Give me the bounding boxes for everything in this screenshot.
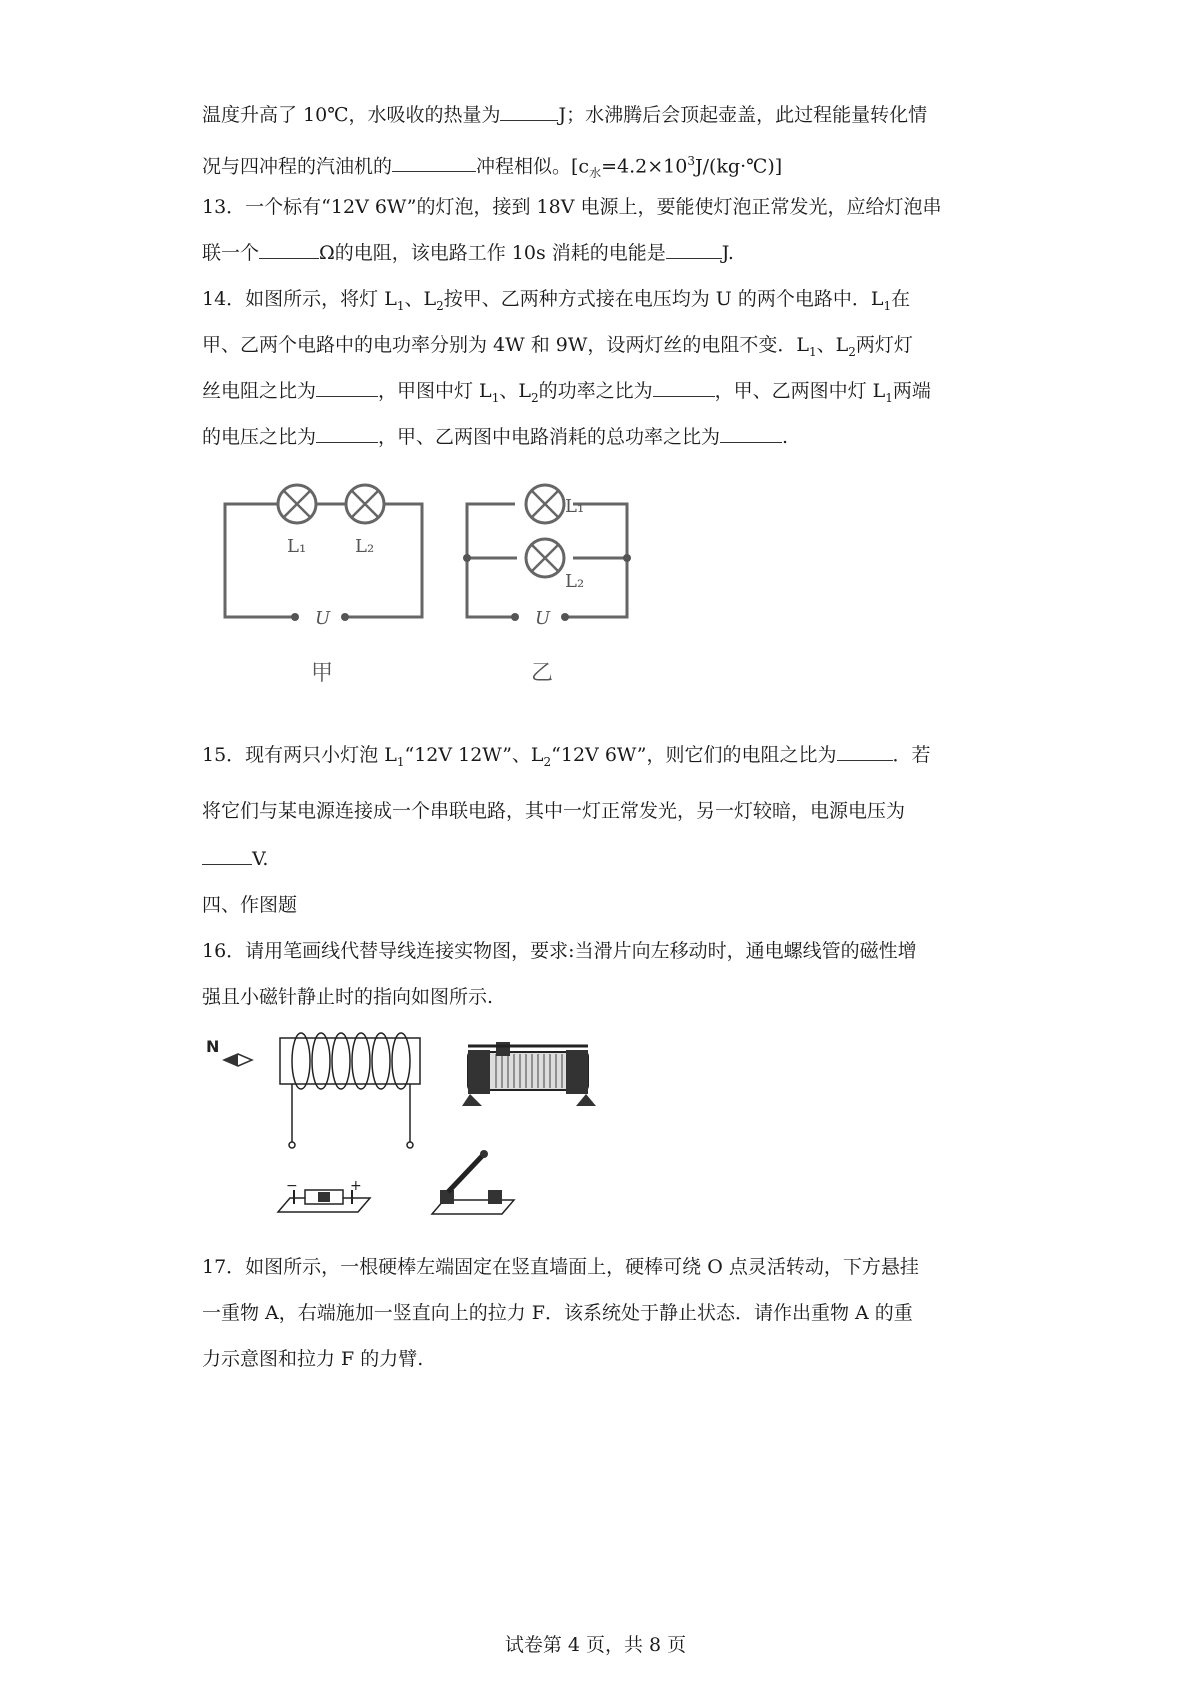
q16-line-1: 16．请用笔画线代替导线连接实物图，要求:当滑片向左移动时，通电螺线管的磁性增 xyxy=(202,940,917,962)
subscript: 1 xyxy=(883,298,892,313)
text: ．若 xyxy=(892,744,931,766)
text: 按甲、乙两种方式接在电压均为 U 的两个电路中．L xyxy=(443,288,884,310)
q14-line-1 xyxy=(202,286,910,319)
text: 联一个 xyxy=(202,242,260,264)
text: 、L xyxy=(816,334,849,356)
superscript: 3 xyxy=(687,154,695,168)
text: 丝电阻之比为 xyxy=(202,380,317,402)
terminal-dot xyxy=(407,1142,413,1148)
answer-blank[interactable] xyxy=(720,424,782,443)
subscript: 2 xyxy=(848,344,856,359)
q16-apparatus-figure xyxy=(200,1030,630,1235)
subscript: 1 xyxy=(396,754,405,769)
text: 两端 xyxy=(892,380,931,402)
q17-line-3: 力示意图和拉力 F 的力臂. xyxy=(202,1348,424,1370)
subscript: 1 xyxy=(491,390,500,405)
terminal-dot xyxy=(291,613,299,621)
wire xyxy=(565,504,627,617)
text: V. xyxy=(252,848,269,870)
rheostat-icon xyxy=(462,1042,596,1106)
subscript: 1 xyxy=(396,298,405,313)
section-heading: 四、作图题 xyxy=(202,894,298,916)
text: ，甲、乙两图中电路消耗的总功率之比为 xyxy=(378,426,721,448)
text: =4.2×10 xyxy=(601,155,688,178)
wire xyxy=(225,504,293,617)
knife-switch-icon xyxy=(432,1150,514,1214)
text: J；水沸腾后会顶起壶盖，此过程能量转化情 xyxy=(558,104,928,126)
subscript: 2 xyxy=(436,298,444,313)
subscript: 2 xyxy=(543,754,552,769)
q12-line-1 xyxy=(202,102,927,128)
text: 两灯灯 xyxy=(855,334,913,356)
text: ，甲、乙两图中灯 L xyxy=(714,380,886,402)
needle-n-label: N xyxy=(206,1037,220,1056)
wire xyxy=(467,504,515,617)
text: “12V 12W”、L xyxy=(404,744,544,766)
q14-line-4 xyxy=(202,424,788,450)
q13-line-1: 13．一个标有“12V 6W”的灯泡，接到 18V 电源上，要能使灯泡正常发光，应给灯泡串 xyxy=(202,196,942,218)
answer-blank[interactable] xyxy=(316,378,378,397)
text: ，甲图中灯 L xyxy=(378,380,492,402)
subscript: 2 xyxy=(530,390,539,405)
q14-line-2 xyxy=(202,332,913,365)
q12-line-2 xyxy=(202,148,782,186)
terminal-dot xyxy=(511,613,519,621)
answer-blank[interactable] xyxy=(202,846,252,865)
text: 况与四冲程的汽油机的 xyxy=(202,155,393,178)
text: 冲程相似。[c xyxy=(476,155,590,178)
voltage-label: U xyxy=(315,608,331,629)
answer-blank[interactable] xyxy=(837,742,893,761)
figure-caption: 甲 xyxy=(311,661,334,686)
battery-plus-label: + xyxy=(350,1178,362,1194)
subscript: 1 xyxy=(808,344,817,359)
q15-line-3 xyxy=(202,846,268,872)
compass-needle-icon xyxy=(224,1054,252,1066)
text: “12V 6W”，则它们的电阻之比为 xyxy=(551,744,837,766)
lamp-label: L₂ xyxy=(565,571,585,592)
text: J/(kg·℃)] xyxy=(694,155,783,178)
text: 15．现有两只小灯泡 L xyxy=(202,744,397,766)
junction-dot xyxy=(623,554,631,562)
text: 的功率之比为 xyxy=(538,380,653,402)
q17-line-1: 17．如图所示，一根硬棒左端固定在竖直墙面上，硬棒可绕 O 点灵活转动，下方悬挂 xyxy=(202,1256,919,1278)
text: 、L xyxy=(404,288,437,310)
text: Ω的电阻，该电路工作 10s 消耗的电能是 xyxy=(319,242,666,264)
q15-line-1 xyxy=(202,742,931,775)
text: 的电压之比为 xyxy=(202,426,317,448)
lamp-label: L₂ xyxy=(355,536,375,557)
terminal-dot xyxy=(561,613,569,621)
subscript: 1 xyxy=(885,390,893,405)
q15-line-2: 将它们与某电源连接成一个串联电路，其中一灯正常发光，另一灯较暗，电源电压为 xyxy=(202,800,906,822)
text: 温度升高了 10℃，水吸收的热量为 xyxy=(202,104,501,126)
subscript: 水 xyxy=(589,166,602,181)
answer-blank[interactable] xyxy=(259,240,319,259)
lamp-label: L₁ xyxy=(565,496,585,517)
answer-blank[interactable] xyxy=(316,424,378,443)
battery-minus-label: − xyxy=(286,1178,298,1194)
q16-line-2: 强且小磁针静止时的指向如图所示. xyxy=(202,986,494,1008)
q17-line-2: 一重物 A，右端施加一竖直向上的拉力 F．该系统处于静止状态．请作出重物 A 的重 xyxy=(202,1302,913,1324)
page-footer: 试卷第 4 页，共 8 页 xyxy=(504,1634,687,1656)
terminal-dot xyxy=(289,1142,295,1148)
lamp-label: L₁ xyxy=(287,536,307,557)
text: 在 xyxy=(891,288,911,310)
q14-line-3 xyxy=(202,378,931,411)
answer-blank[interactable] xyxy=(666,240,722,259)
answer-blank[interactable] xyxy=(500,102,558,121)
q13-line-2 xyxy=(202,240,734,266)
answer-blank[interactable] xyxy=(653,378,715,397)
q14-circuit-figure xyxy=(215,482,675,692)
voltage-label: U xyxy=(535,608,551,629)
text: . xyxy=(782,426,789,448)
text: 14．如图所示，将灯 L xyxy=(202,288,397,310)
figure-caption: 乙 xyxy=(531,661,554,686)
terminal-dot xyxy=(341,613,349,621)
text: 甲、乙两个电路中的电功率分别为 4W 和 9W，设两灯丝的电阻不变．L xyxy=(202,334,809,356)
answer-blank[interactable] xyxy=(392,153,476,172)
text: 、L xyxy=(499,380,531,402)
text: J. xyxy=(721,242,734,264)
junction-dot xyxy=(463,554,471,562)
